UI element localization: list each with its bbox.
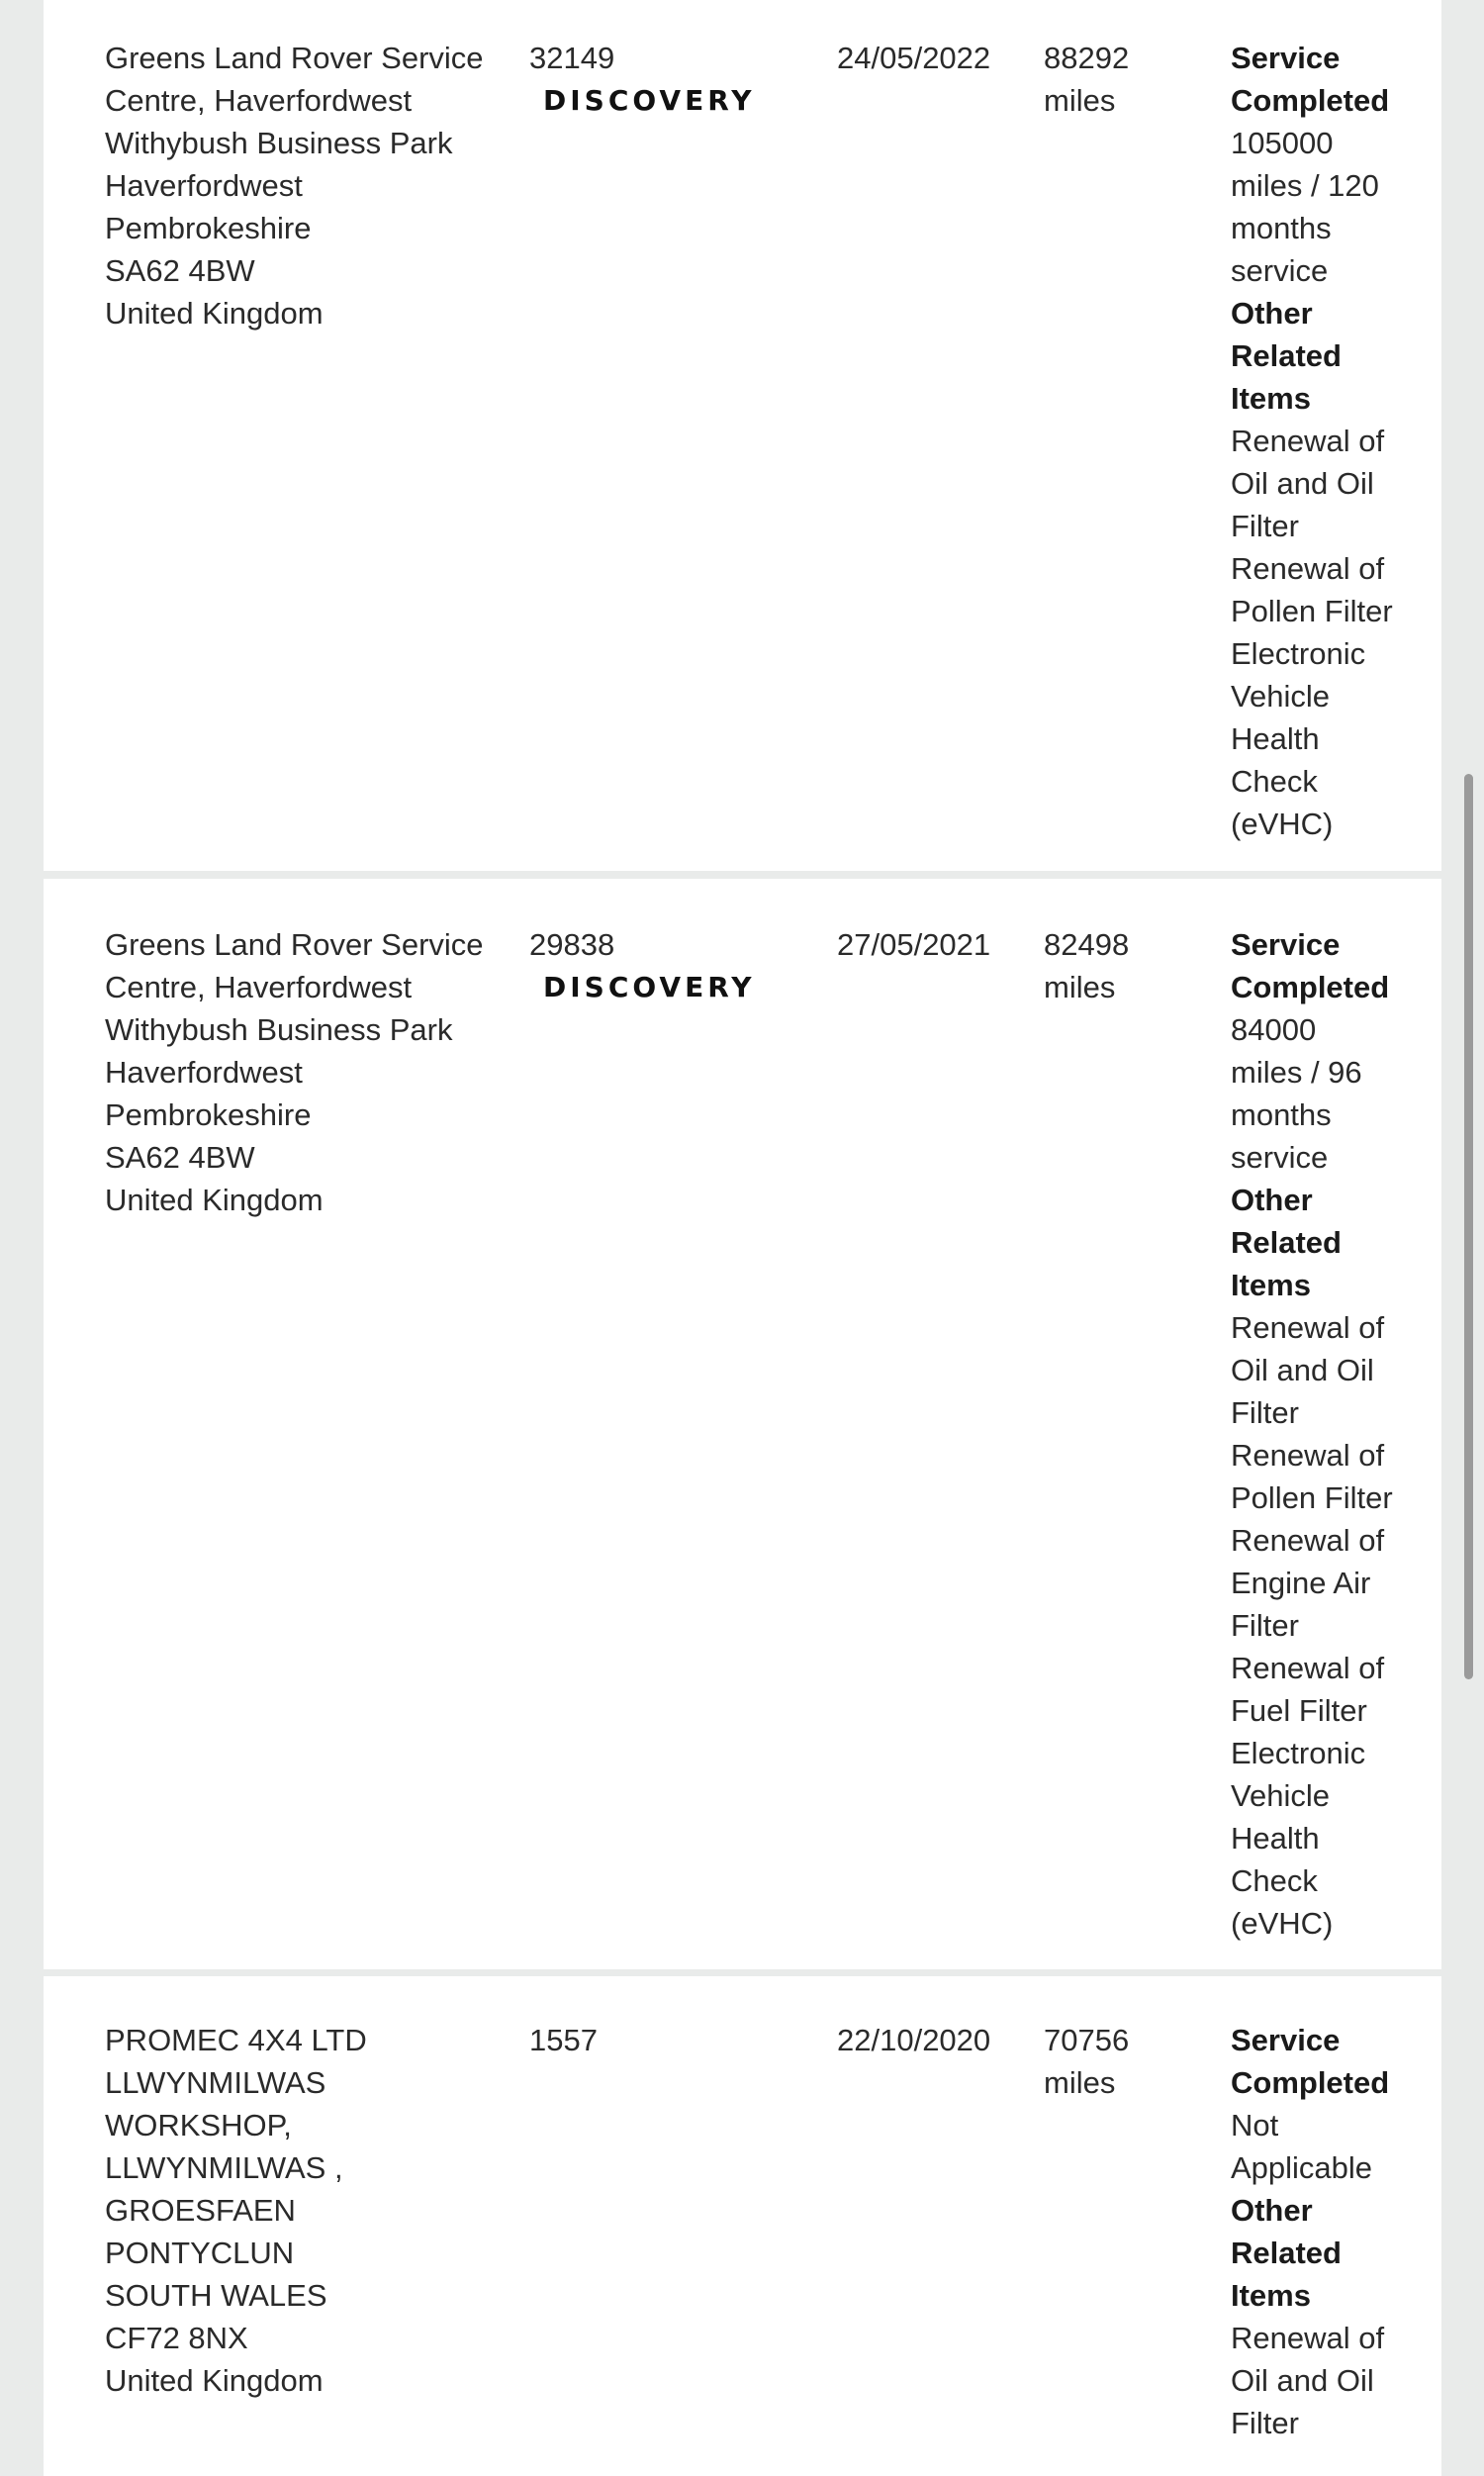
address-line: United Kingdom — [105, 1183, 324, 1217]
detail-line: Engine Air — [1231, 1566, 1371, 1600]
address-line: SA62 4BW — [105, 1140, 255, 1175]
detail-line: Renewal of — [1231, 551, 1385, 586]
address-line: CF72 8NX — [105, 2321, 248, 2355]
detail-line: Renewal of — [1231, 1651, 1385, 1685]
detail-line: Pollen Filter — [1231, 1480, 1393, 1515]
address-line: SA62 4BW — [105, 253, 255, 288]
detail-line: Fuel Filter — [1231, 1693, 1367, 1728]
address-line: WORKSHOP, — [105, 2108, 292, 2143]
mileage-unit: miles — [1044, 2065, 1116, 2100]
detail-line: Check — [1231, 764, 1318, 799]
address-line: SOUTH WALES — [105, 2278, 327, 2313]
retailer-address — [105, 37, 540, 334]
invoice-number: 32149 — [529, 41, 615, 75]
detail-line: Vehicle — [1231, 679, 1330, 714]
service-details — [1231, 37, 1429, 845]
detail-line: Vehicle — [1231, 1778, 1330, 1813]
detail-heading: Completed — [1231, 83, 1390, 118]
detail-line: Filter — [1231, 1608, 1299, 1643]
detail-heading: Service — [1231, 927, 1341, 962]
detail-heading: Service — [1231, 2023, 1341, 2057]
detail-line: Oil and Oil — [1231, 466, 1374, 501]
address-line: Haverfordwest — [105, 168, 303, 203]
detail-line: Renewal of — [1231, 424, 1385, 458]
mileage — [1044, 37, 1162, 122]
address-line: Withybush Business Park — [105, 1012, 453, 1047]
detail-line: months — [1231, 211, 1332, 245]
mileage-value: 82498 — [1044, 927, 1130, 962]
detail-line: Pollen Filter — [1231, 594, 1393, 628]
service-record-card — [44, 879, 1441, 1969]
detail-line: Oil and Oil — [1231, 1353, 1374, 1387]
address-line: Greens Land Rover Service — [105, 927, 484, 962]
mileage — [1044, 923, 1162, 1008]
service-date: 24/05/2022 — [837, 41, 991, 75]
service-record-card — [44, 0, 1441, 871]
detail-line: Filter — [1231, 1395, 1299, 1430]
detail-heading: Service — [1231, 41, 1341, 75]
service-record-card — [44, 1976, 1441, 2476]
detail-heading: Other — [1231, 1183, 1313, 1217]
mileage — [1044, 2019, 1162, 2104]
address-line: LLWYNMILWAS , — [105, 2150, 343, 2185]
discovery-logo: DISCOVERY — [543, 84, 756, 117]
detail-heading: Related — [1231, 2236, 1342, 2270]
discovery-logo: DISCOVERY — [543, 971, 756, 1003]
scrollbar[interactable] — [1464, 774, 1473, 1679]
address-line: Pembrokeshire — [105, 1097, 312, 1132]
detail-heading: Items — [1231, 381, 1311, 416]
detail-heading: Other — [1231, 2193, 1313, 2228]
detail-line: Check — [1231, 1863, 1318, 1898]
detail-line: Filter — [1231, 509, 1299, 543]
detail-heading: Completed — [1231, 970, 1390, 1004]
mileage-value: 88292 — [1044, 41, 1130, 75]
detail-line: Health — [1231, 721, 1320, 756]
detail-line: (eVHC) — [1231, 807, 1334, 841]
mileage-value: 70756 — [1044, 2023, 1130, 2057]
detail-line: Renewal of — [1231, 1310, 1385, 1345]
service-details — [1231, 923, 1429, 1945]
retailer-address — [105, 2019, 540, 2402]
mileage-unit: miles — [1044, 83, 1116, 118]
mileage-unit: miles — [1044, 970, 1116, 1004]
address-line: GROESFAEN — [105, 2193, 296, 2228]
detail-line: Not — [1231, 2108, 1279, 2143]
address-line: PONTYCLUN — [105, 2236, 295, 2270]
invoice-column — [529, 923, 796, 1007]
detail-line: months — [1231, 1097, 1332, 1132]
detail-heading: Completed — [1231, 2065, 1390, 2100]
detail-line: service — [1231, 253, 1329, 288]
invoice-column — [529, 2019, 796, 2061]
detail-heading: Items — [1231, 1268, 1311, 1302]
detail-line: Health — [1231, 1821, 1320, 1856]
invoice-column — [529, 37, 796, 121]
address-line: PROMEC 4X4 LTD — [105, 2023, 367, 2057]
service-date: 22/10/2020 — [837, 2023, 991, 2057]
address-line: United Kingdom — [105, 296, 324, 331]
detail-line: 84000 — [1231, 1012, 1317, 1047]
service-date: 27/05/2021 — [837, 927, 991, 962]
invoice-number: 29838 — [529, 927, 615, 962]
detail-line: Electronic — [1231, 636, 1366, 671]
address-line: Haverfordwest — [105, 1055, 303, 1090]
invoice-number: 1557 — [529, 2023, 598, 2057]
detail-heading: Other — [1231, 296, 1313, 331]
detail-line: service — [1231, 1140, 1329, 1175]
address-line: Centre, Haverfordwest — [105, 970, 413, 1004]
detail-line: 105000 — [1231, 126, 1334, 160]
address-line: Centre, Haverfordwest — [105, 83, 413, 118]
address-line: Greens Land Rover Service — [105, 41, 484, 75]
address-line: Withybush Business Park — [105, 126, 453, 160]
detail-line: Oil and Oil — [1231, 2363, 1374, 2398]
detail-line: miles / 96 — [1231, 1055, 1362, 1090]
address-line: United Kingdom — [105, 2363, 324, 2398]
detail-heading: Related — [1231, 338, 1342, 373]
detail-line: Renewal of — [1231, 2321, 1385, 2355]
detail-line: miles / 120 — [1231, 168, 1379, 203]
detail-line: Applicable — [1231, 2150, 1373, 2185]
detail-heading: Items — [1231, 2278, 1311, 2313]
address-line: Pembrokeshire — [105, 211, 312, 245]
detail-line: (eVHC) — [1231, 1906, 1334, 1941]
detail-line: Filter — [1231, 2406, 1299, 2440]
detail-line: Electronic — [1231, 1736, 1366, 1770]
detail-line: Renewal of — [1231, 1438, 1385, 1473]
service-details — [1231, 2019, 1429, 2444]
detail-heading: Related — [1231, 1225, 1342, 1260]
address-line: LLWYNMILWAS — [105, 2065, 326, 2100]
detail-line: Renewal of — [1231, 1523, 1385, 1558]
retailer-address — [105, 923, 540, 1221]
